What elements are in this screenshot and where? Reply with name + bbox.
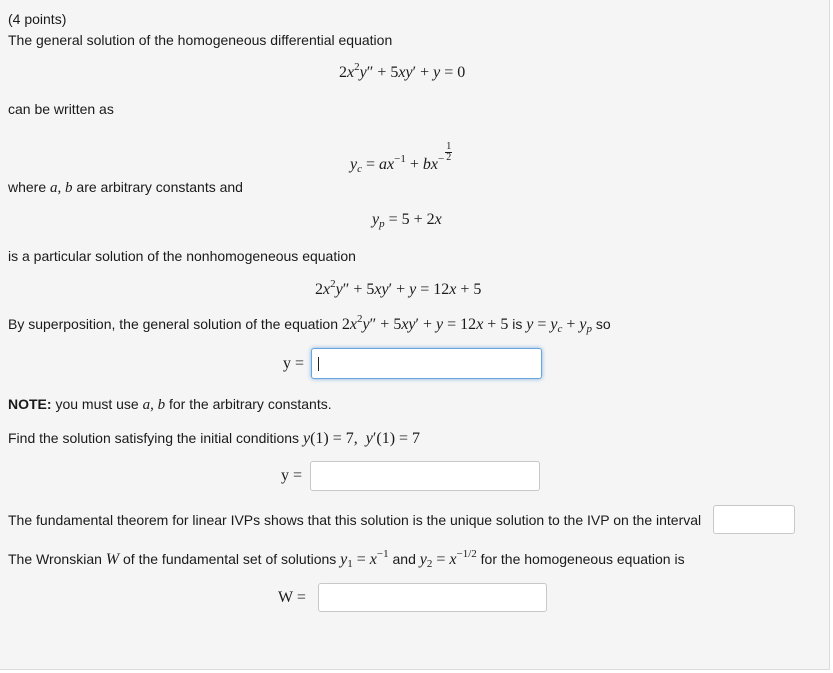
ivp-values2: (1) = 7 <box>376 430 421 447</box>
wronskian-text: The Wronskian W of the fundamental set of solutions $y_1 = x^{-1}$ and $y_2 = x^{-1/2}$ for the homogeneous equation is <box>8 548 685 570</box>
intro-text: The general solution of the homogeneous differential equation <box>8 32 393 48</box>
interval-input[interactable] <box>713 505 795 534</box>
yc-exp-a: −1 <box>394 153 406 165</box>
homogeneous-equation: $2x^2y'' + 5xy' + y = 0$ <box>339 61 466 81</box>
yc-frac-den: 2 <box>446 152 452 163</box>
particular-solution: $y_p = 5 + 2x$ <box>372 211 442 230</box>
ivp-text: Find the solution satisfying the initial conditions y(1) = 7, y′(1) = 7 <box>8 430 421 447</box>
wronskian-and: and <box>392 551 416 567</box>
nonhomogeneous-equation: $2x^2y'' + 5xy' + y = 12x + 5$ <box>315 278 482 298</box>
y1-exp: −1 <box>376 548 389 560</box>
superposition-so: so <box>595 316 611 332</box>
homog-rhs: 0 <box>457 64 466 81</box>
note-body: you must use <box>55 396 139 412</box>
yp-rhs: 5 + 2 <box>401 211 435 228</box>
wronskian-suffix: for the homogeneous equation is <box>480 551 685 567</box>
ivp-values: (1) = 7, <box>310 430 358 447</box>
can-be-written-text: can be written as <box>8 101 114 117</box>
homog-coeff: 2 <box>339 64 347 81</box>
y2-exp: −1/2 <box>456 548 477 560</box>
where-suffix: are arbitrary constants and <box>76 179 243 195</box>
nonhomog-rhs: 12 <box>433 281 450 298</box>
ivp-prefix: Find the solution satisfying the initial conditions <box>8 430 300 446</box>
superposition-text: By superposition, the general solution of the equation $2x^2y'' + 5xy' + y = 12x + 5$ is $y = y_c + y_p$ so <box>8 313 611 335</box>
superposition-prefix: By superposition, the general solution of the equation <box>8 316 339 332</box>
fundamental-text: The fundamental theorem for linear IVPs shows that this solution is the unique solution to the IVP on the interval <box>8 512 702 528</box>
general-solution-input[interactable] <box>311 348 542 379</box>
particular-text: is a particular solution of the nonhomogeneous equation <box>8 248 356 264</box>
where-text: where a, b are arbitrary constants and <box>8 179 243 196</box>
wronskian-mid: of the fundamental set of solutions <box>123 551 337 567</box>
note-text: NOTE: you must use a, b for the arbitrary constants. <box>8 396 332 413</box>
yc-frac-num: 1 <box>446 141 452 152</box>
wronskian-label: W = <box>278 589 306 606</box>
where-prefix: where <box>8 179 47 195</box>
ivp-solution-input[interactable] <box>310 461 540 491</box>
points-label: (4 points) <box>8 11 67 27</box>
ivp-solution-label: y = <box>281 467 303 484</box>
wronskian-input[interactable] <box>318 583 547 612</box>
complementary-solution: $y_c = ax^{-1} + bx^-$ $\frac{1}{2}$ <box>350 141 452 175</box>
general-solution-label: y = <box>283 355 305 372</box>
note-bold: NOTE: <box>8 396 52 412</box>
superposition-is: is <box>512 316 523 332</box>
yc-frac <box>445 142 452 163</box>
wronskian-prefix: The Wronskian <box>8 551 102 567</box>
note-suffix: for the arbitrary constants. <box>169 396 332 412</box>
nonhomog-rhs-const: 5 <box>473 281 482 298</box>
text-caret <box>318 357 319 371</box>
